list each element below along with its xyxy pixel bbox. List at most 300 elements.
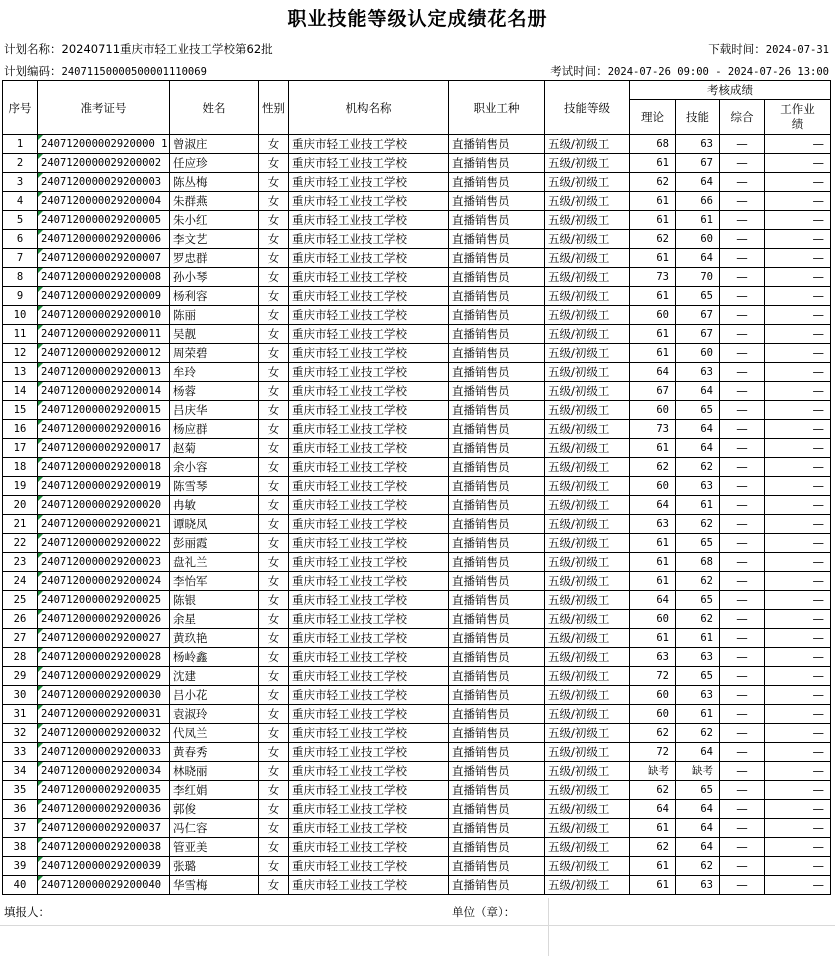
cell-name: 李文艺 — [170, 230, 259, 249]
cell-work: — — [765, 249, 831, 268]
cell-job: 直播销售员 — [449, 458, 545, 477]
cell-skill: 63 — [676, 363, 720, 382]
exam-time-value: 2024-07-26 09:00 - 2024-07-26 13:00 — [607, 66, 829, 78]
cell-name: 杨应群 — [170, 420, 259, 439]
cell-ticket: 2407120000029200010 — [38, 306, 170, 325]
cell-comprehensive: — — [720, 211, 765, 230]
cell-job: 直播销售员 — [449, 553, 545, 572]
cell-seq: 13 — [3, 363, 38, 382]
cell-level: 五级/初级工 — [545, 724, 630, 743]
cell-theory: 60 — [630, 686, 676, 705]
cell-seq: 30 — [3, 686, 38, 705]
cell-gender: 女 — [259, 857, 289, 876]
cell-work: — — [765, 439, 831, 458]
cell-gender: 女 — [259, 496, 289, 515]
cell-theory: 62 — [630, 230, 676, 249]
cell-seq: 9 — [3, 287, 38, 306]
cell-level: 五级/初级工 — [545, 876, 630, 895]
cell-comprehensive: — — [720, 306, 765, 325]
cell-job: 直播销售员 — [449, 857, 545, 876]
cell-ticket: 240712000002920000 1 — [38, 135, 170, 154]
cell-gender: 女 — [259, 667, 289, 686]
cell-ticket: 2407120000029200007 — [38, 249, 170, 268]
cell-gender: 女 — [259, 591, 289, 610]
cell-theory: 61 — [630, 876, 676, 895]
cell-work: — — [765, 401, 831, 420]
cell-ticket: 2407120000029200032 — [38, 724, 170, 743]
cell-gender: 女 — [259, 743, 289, 762]
cell-comprehensive: — — [720, 135, 765, 154]
cell-seq: 14 — [3, 382, 38, 401]
cell-theory: 64 — [630, 363, 676, 382]
cell-org: 重庆市轻工业技工学校 — [289, 135, 449, 154]
cell-level: 五级/初级工 — [545, 800, 630, 819]
cell-ticket: 2407120000029200014 — [38, 382, 170, 401]
cell-work: — — [765, 857, 831, 876]
cell-theory: 61 — [630, 344, 676, 363]
table-row — [3, 800, 831, 819]
cell-level: 五级/初级工 — [545, 135, 630, 154]
table-row — [3, 211, 831, 230]
cell-gender: 女 — [259, 515, 289, 534]
cell-gender: 女 — [259, 572, 289, 591]
download-time-line — [708, 40, 829, 59]
cell-name: 任应珍 — [170, 154, 259, 173]
header-seq: 序号 — [3, 81, 38, 135]
cell-work: — — [765, 306, 831, 325]
cell-level: 五级/初级工 — [545, 211, 630, 230]
cell-seq: 19 — [3, 477, 38, 496]
cell-ticket: 2407120000029200003 — [38, 173, 170, 192]
cell-skill: 63 — [676, 135, 720, 154]
cell-skill: 61 — [676, 705, 720, 724]
cell-job: 直播销售员 — [449, 135, 545, 154]
cell-gender: 女 — [259, 154, 289, 173]
cell-name: 周荣碧 — [170, 344, 259, 363]
cell-name: 黄玖艳 — [170, 629, 259, 648]
cell-name: 罗忠群 — [170, 249, 259, 268]
cell-gender: 女 — [259, 477, 289, 496]
cell-work: — — [765, 800, 831, 819]
cell-name: 吕庆华 — [170, 401, 259, 420]
header-org: 机构名称 — [289, 81, 449, 135]
cell-seq: 26 — [3, 610, 38, 629]
cell-job: 直播销售员 — [449, 420, 545, 439]
cell-seq: 39 — [3, 857, 38, 876]
cell-level: 五级/初级工 — [545, 439, 630, 458]
cell-org: 重庆市轻工业技工学校 — [289, 876, 449, 895]
header-skill: 技能 — [676, 100, 720, 135]
cell-ticket: 2407120000029200040 — [38, 876, 170, 895]
cell-seq: 22 — [3, 534, 38, 553]
cell-theory: 61 — [630, 287, 676, 306]
cell-org: 重庆市轻工业技工学校 — [289, 553, 449, 572]
cell-org: 重庆市轻工业技工学校 — [289, 572, 449, 591]
cell-org: 重庆市轻工业技工学校 — [289, 857, 449, 876]
cell-level: 五级/初级工 — [545, 857, 630, 876]
cell-skill: 70 — [676, 268, 720, 287]
cell-theory: 72 — [630, 743, 676, 762]
cell-comprehensive: — — [720, 876, 765, 895]
cell-job: 直播销售员 — [449, 705, 545, 724]
page-title: 职业技能等级认定成绩花名册 — [287, 8, 548, 30]
cell-ticket: 2407120000029200009 — [38, 287, 170, 306]
cell-name: 冉敏 — [170, 496, 259, 515]
cell-skill: 63 — [676, 648, 720, 667]
table-row — [3, 173, 831, 192]
table-row — [3, 458, 831, 477]
cell-org: 重庆市轻工业技工学校 — [289, 439, 449, 458]
cell-name: 袁淑玲 — [170, 705, 259, 724]
cell-skill: 64 — [676, 173, 720, 192]
cell-org: 重庆市轻工业技工学校 — [289, 173, 449, 192]
cell-theory: 62 — [630, 838, 676, 857]
cell-gender: 女 — [259, 762, 289, 781]
cell-comprehensive: — — [720, 344, 765, 363]
cell-skill: 62 — [676, 458, 720, 477]
cell-ticket: 2407120000029200022 — [38, 534, 170, 553]
plan-name-label: 计划名称： — [4, 42, 62, 56]
cell-level: 五级/初级工 — [545, 154, 630, 173]
cell-org: 重庆市轻工业技工学校 — [289, 762, 449, 781]
cell-seq: 31 — [3, 705, 38, 724]
cell-level: 五级/初级工 — [545, 629, 630, 648]
cell-gender: 女 — [259, 705, 289, 724]
cell-name: 李红娟 — [170, 781, 259, 800]
cell-org: 重庆市轻工业技工学校 — [289, 496, 449, 515]
cell-level: 五级/初级工 — [545, 534, 630, 553]
cell-name: 陈银 — [170, 591, 259, 610]
cell-level: 五级/初级工 — [545, 344, 630, 363]
cell-comprehensive: — — [720, 363, 765, 382]
cell-level: 五级/初级工 — [545, 648, 630, 667]
cell-ticket: 2407120000029200029 — [38, 667, 170, 686]
exam-time-label: 考试时间： — [550, 64, 608, 78]
unit-stamp-label: 单位（章）： — [452, 905, 516, 919]
cell-gender: 女 — [259, 553, 289, 572]
cell-work: — — [765, 838, 831, 857]
cell-name: 林晓丽 — [170, 762, 259, 781]
cell-work: — — [765, 534, 831, 553]
table-row — [3, 667, 831, 686]
table-row — [3, 762, 831, 781]
cell-comprehensive: — — [720, 553, 765, 572]
cell-skill: 67 — [676, 325, 720, 344]
header-work: 工作业绩 — [765, 100, 831, 135]
cell-level: 五级/初级工 — [545, 173, 630, 192]
cell-level: 五级/初级工 — [545, 268, 630, 287]
table-row — [3, 534, 831, 553]
cell-job: 直播销售员 — [449, 591, 545, 610]
cell-work: — — [765, 819, 831, 838]
cell-theory: 64 — [630, 591, 676, 610]
cell-level: 五级/初级工 — [545, 591, 630, 610]
cell-name: 谭晓凤 — [170, 515, 259, 534]
cell-theory: 64 — [630, 496, 676, 515]
cell-org: 重庆市轻工业技工学校 — [289, 211, 449, 230]
cell-job: 直播销售员 — [449, 173, 545, 192]
table-row — [3, 610, 831, 629]
cell-theory: 64 — [630, 800, 676, 819]
table-row — [3, 249, 831, 268]
cell-comprehensive: — — [720, 819, 765, 838]
table-row — [3, 344, 831, 363]
table-row — [3, 686, 831, 705]
cell-theory: 60 — [630, 610, 676, 629]
cell-ticket: 2407120000029200018 — [38, 458, 170, 477]
cell-org: 重庆市轻工业技工学校 — [289, 781, 449, 800]
cell-gender: 女 — [259, 458, 289, 477]
cell-theory: 61 — [630, 211, 676, 230]
cell-theory: 61 — [630, 534, 676, 553]
cell-job: 直播销售员 — [449, 496, 545, 515]
cell-gender: 女 — [259, 610, 289, 629]
cell-level: 五级/初级工 — [545, 705, 630, 724]
cell-skill: 68 — [676, 553, 720, 572]
cell-name: 沈建 — [170, 667, 259, 686]
table-row — [3, 629, 831, 648]
cell-seq: 33 — [3, 743, 38, 762]
cell-level: 五级/初级工 — [545, 686, 630, 705]
cell-gender: 女 — [259, 838, 289, 857]
cell-theory: 62 — [630, 724, 676, 743]
header-theory: 理论 — [630, 100, 676, 135]
cell-level: 五级/初级工 — [545, 610, 630, 629]
cell-org: 重庆市轻工业技工学校 — [289, 363, 449, 382]
cell-work: — — [765, 420, 831, 439]
cell-org: 重庆市轻工业技工学校 — [289, 382, 449, 401]
cell-theory: 60 — [630, 477, 676, 496]
cell-level: 五级/初级工 — [545, 287, 630, 306]
plan-name-line — [4, 40, 273, 58]
cell-org: 重庆市轻工业技工学校 — [289, 249, 449, 268]
cell-theory: 62 — [630, 781, 676, 800]
header-level: 技能等级 — [545, 81, 630, 135]
cell-name: 陈雪琴 — [170, 477, 259, 496]
cell-level: 五级/初级工 — [545, 515, 630, 534]
table-row — [3, 135, 831, 154]
cell-job: 直播销售员 — [449, 800, 545, 819]
cell-gender: 女 — [259, 344, 289, 363]
cell-seq: 24 — [3, 572, 38, 591]
cell-skill: 62 — [676, 857, 720, 876]
cell-job: 直播销售员 — [449, 534, 545, 553]
cell-seq: 6 — [3, 230, 38, 249]
cell-org: 重庆市轻工业技工学校 — [289, 800, 449, 819]
cell-comprehensive: — — [720, 477, 765, 496]
cell-gender: 女 — [259, 800, 289, 819]
cell-skill: 63 — [676, 876, 720, 895]
cell-org: 重庆市轻工业技工学校 — [289, 743, 449, 762]
cell-org: 重庆市轻工业技工学校 — [289, 154, 449, 173]
cell-comprehensive: — — [720, 629, 765, 648]
cell-job: 直播销售员 — [449, 819, 545, 838]
cell-level: 五级/初级工 — [545, 838, 630, 857]
header-ticket: 准考证号 — [38, 81, 170, 135]
cell-skill: 65 — [676, 287, 720, 306]
cell-name: 赵菊 — [170, 439, 259, 458]
table-row — [3, 192, 831, 211]
cell-theory: 61 — [630, 154, 676, 173]
cell-level: 五级/初级工 — [545, 572, 630, 591]
cell-comprehensive: — — [720, 515, 765, 534]
cell-theory: 73 — [630, 268, 676, 287]
cell-ticket: 2407120000029200016 — [38, 420, 170, 439]
cell-ticket: 2407120000029200008 — [38, 268, 170, 287]
table-row — [3, 477, 831, 496]
cell-work: — — [765, 743, 831, 762]
cell-seq: 3 — [3, 173, 38, 192]
cell-gender: 女 — [259, 249, 289, 268]
cell-work: — — [765, 363, 831, 382]
cell-level: 五级/初级工 — [545, 667, 630, 686]
cell-skill: 64 — [676, 838, 720, 857]
cell-comprehensive: — — [720, 230, 765, 249]
cell-seq: 20 — [3, 496, 38, 515]
cell-seq: 18 — [3, 458, 38, 477]
cell-theory: 61 — [630, 819, 676, 838]
cell-ticket: 2407120000029200013 — [38, 363, 170, 382]
cell-seq: 28 — [3, 648, 38, 667]
cell-org: 重庆市轻工业技工学校 — [289, 838, 449, 857]
cell-seq: 10 — [3, 306, 38, 325]
cell-ticket: 2407120000029200002 — [38, 154, 170, 173]
cell-level: 五级/初级工 — [545, 458, 630, 477]
cell-job: 直播销售员 — [449, 439, 545, 458]
cell-theory: 61 — [630, 553, 676, 572]
cell-job: 直播销售员 — [449, 572, 545, 591]
cell-name: 牟玲 — [170, 363, 259, 382]
cell-level: 五级/初级工 — [545, 325, 630, 344]
cell-work: — — [765, 344, 831, 363]
cell-gender: 女 — [259, 876, 289, 895]
table-row — [3, 439, 831, 458]
cell-name: 孙小琴 — [170, 268, 259, 287]
cell-theory: 61 — [630, 192, 676, 211]
table-row — [3, 496, 831, 515]
cell-theory: 61 — [630, 249, 676, 268]
table-row — [3, 420, 831, 439]
cell-comprehensive: — — [720, 572, 765, 591]
cell-org: 重庆市轻工业技工学校 — [289, 629, 449, 648]
table-row — [3, 857, 831, 876]
cell-comprehensive: — — [720, 173, 765, 192]
cell-seq: 5 — [3, 211, 38, 230]
cell-comprehensive: — — [720, 439, 765, 458]
cell-skill: 66 — [676, 192, 720, 211]
header-scores: 考核成绩 — [630, 81, 831, 100]
cell-level: 五级/初级工 — [545, 496, 630, 515]
cell-work: — — [765, 496, 831, 515]
cell-work: — — [765, 553, 831, 572]
table-row — [3, 591, 831, 610]
cell-seq: 2 — [3, 154, 38, 173]
table-row — [3, 325, 831, 344]
cell-theory: 61 — [630, 629, 676, 648]
cell-gender: 女 — [259, 211, 289, 230]
cell-theory: 67 — [630, 382, 676, 401]
cell-comprehensive: — — [720, 800, 765, 819]
cell-work: — — [765, 572, 831, 591]
table-header — [3, 81, 831, 135]
cell-ticket: 2407120000029200038 — [38, 838, 170, 857]
cell-level: 五级/初级工 — [545, 743, 630, 762]
cell-skill: 62 — [676, 515, 720, 534]
cell-seq: 32 — [3, 724, 38, 743]
cell-ticket: 2407120000029200015 — [38, 401, 170, 420]
cell-level: 五级/初级工 — [545, 420, 630, 439]
cell-work: — — [765, 762, 831, 781]
cell-comprehensive: — — [720, 268, 765, 287]
cell-seq: 27 — [3, 629, 38, 648]
cell-skill: 60 — [676, 230, 720, 249]
cell-ticket: 2407120000029200037 — [38, 819, 170, 838]
cell-skill: 缺考 — [676, 762, 720, 781]
cell-gender: 女 — [259, 401, 289, 420]
cell-seq: 38 — [3, 838, 38, 857]
cell-seq: 21 — [3, 515, 38, 534]
cell-comprehensive: — — [720, 534, 765, 553]
cell-job: 直播销售员 — [449, 876, 545, 895]
cell-comprehensive: — — [720, 420, 765, 439]
table-row — [3, 705, 831, 724]
cell-name: 张璐 — [170, 857, 259, 876]
cell-name: 杨蓉 — [170, 382, 259, 401]
cell-job: 直播销售员 — [449, 363, 545, 382]
cell-name: 朱小红 — [170, 211, 259, 230]
cell-seq: 15 — [3, 401, 38, 420]
cell-seq: 35 — [3, 781, 38, 800]
cell-work: — — [765, 686, 831, 705]
cell-job: 直播销售员 — [449, 781, 545, 800]
cell-skill: 60 — [676, 344, 720, 363]
cell-comprehensive: — — [720, 743, 765, 762]
cell-skill: 62 — [676, 572, 720, 591]
cell-ticket: 2407120000029200023 — [38, 553, 170, 572]
table-row — [3, 553, 831, 572]
cell-gender: 女 — [259, 648, 289, 667]
cell-ticket: 2407120000029200034 — [38, 762, 170, 781]
cell-job: 直播销售员 — [449, 325, 545, 344]
table-body — [3, 135, 831, 895]
cell-work: — — [765, 477, 831, 496]
cell-comprehensive: — — [720, 781, 765, 800]
cell-gender: 女 — [259, 268, 289, 287]
cell-work: — — [765, 325, 831, 344]
cell-gender: 女 — [259, 135, 289, 154]
cell-ticket: 2407120000029200012 — [38, 344, 170, 363]
cell-seq: 1 — [3, 135, 38, 154]
cell-level: 五级/初级工 — [545, 762, 630, 781]
cell-org: 重庆市轻工业技工学校 — [289, 287, 449, 306]
score-table — [2, 80, 831, 895]
cell-theory: 63 — [630, 515, 676, 534]
cell-seq: 36 — [3, 800, 38, 819]
cell-gender: 女 — [259, 724, 289, 743]
plan-code-value: 24071150000500001110069 — [61, 66, 207, 78]
cell-ticket: 2407120000029200035 — [38, 781, 170, 800]
cell-theory: 68 — [630, 135, 676, 154]
cell-ticket: 2407120000029200030 — [38, 686, 170, 705]
cell-seq: 17 — [3, 439, 38, 458]
cell-level: 五级/初级工 — [545, 230, 630, 249]
cell-name: 曾淑庄 — [170, 135, 259, 154]
cell-level: 五级/初级工 — [545, 819, 630, 838]
cell-comprehensive: — — [720, 192, 765, 211]
cell-comprehensive: — — [720, 591, 765, 610]
cell-job: 直播销售员 — [449, 268, 545, 287]
cell-ticket: 2407120000029200036 — [38, 800, 170, 819]
